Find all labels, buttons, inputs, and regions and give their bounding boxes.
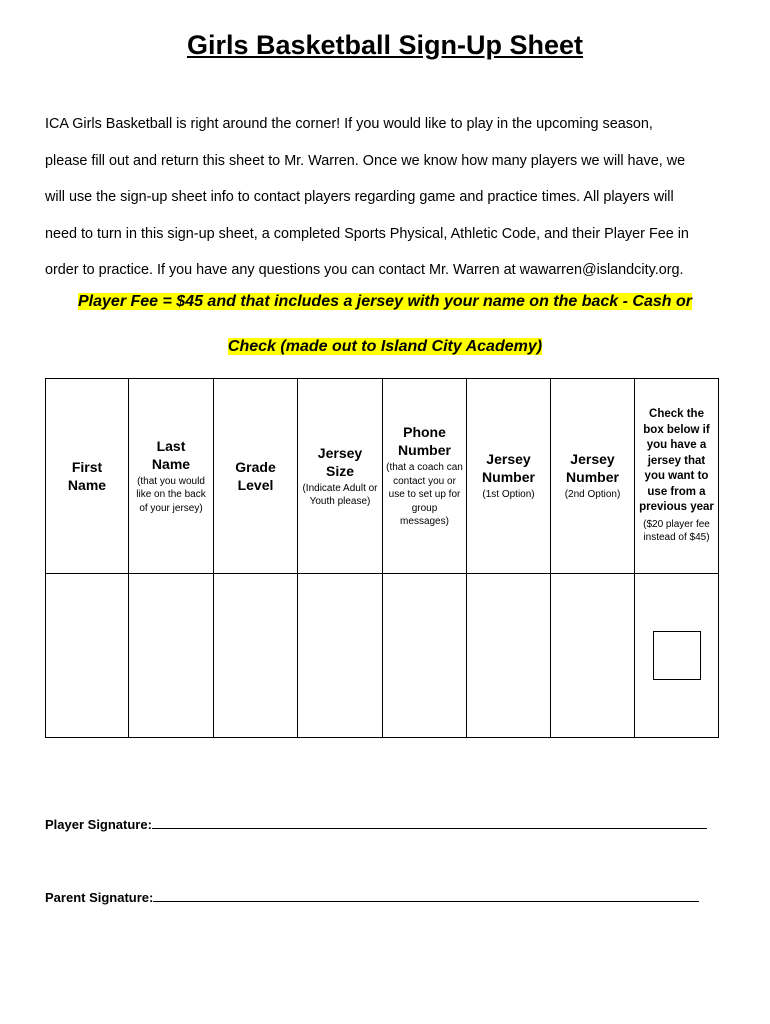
first-name-cell[interactable] <box>46 574 129 738</box>
column-header-jersey-size <box>298 379 383 574</box>
intro-paragraph <box>45 106 735 289</box>
column-header-grade-level <box>214 379 298 574</box>
parent-signature-row <box>45 888 699 905</box>
intro-line: need to turn in this sign-up sheet, a completed Sports Physical, Athletic Code, and their Player Fee in <box>45 225 689 242</box>
column-note: ($20 player fee instead of $45) <box>643 518 710 544</box>
grade-level-cell[interactable] <box>214 574 298 738</box>
page-title: Girls Basketball Sign-Up Sheet <box>186 30 584 60</box>
column-header-jersey-number-2 <box>551 379 635 574</box>
table-header-row <box>46 379 719 574</box>
phone-number-cell[interactable] <box>383 574 467 738</box>
player-signature-line[interactable] <box>152 815 707 829</box>
column-note: (2nd Option) <box>564 489 621 501</box>
parent-signature-label: Parent Signature: <box>45 890 154 905</box>
column-label: Check the box below if you have a jersey that you want to use from a previous year <box>639 408 714 514</box>
column-note: (Indicate Adult or Youth please) <box>302 482 378 507</box>
column-label: Grade Level <box>235 459 276 493</box>
player-signature-label: Player Signature: <box>45 817 152 832</box>
intro-line: ICA Girls Basketball is right around the corner! If you would like to play in the upcoming season, <box>45 116 653 132</box>
previous-jersey-cell <box>635 574 719 738</box>
column-header-phone-number <box>383 379 467 574</box>
jersey-number-1-cell[interactable] <box>467 574 551 738</box>
previous-jersey-checkbox[interactable] <box>653 631 701 680</box>
intro-line: order to practice. If you have any questions you can contact Mr. Warren at wawarren@islandcity.org. <box>45 262 684 279</box>
table-row <box>46 574 719 738</box>
column-label: Jersey Number <box>566 451 619 486</box>
column-note: (that a coach can contact you or use to set up for group messages) <box>386 462 463 528</box>
column-header-jersey-number-1 <box>467 379 551 574</box>
column-label: Last Name <box>151 437 191 472</box>
column-label: Jersey Number <box>482 451 535 486</box>
column-header-previous-jersey <box>635 379 719 574</box>
jersey-size-cell[interactable] <box>298 574 383 738</box>
fee-notice-text: Player Fee = $45 and that includes a jersey with your name on the back - Cash or <box>78 293 692 310</box>
fee-notice-line-1 <box>0 293 770 311</box>
fee-notice-text: Check (made out to Island City Academy) <box>227 338 543 355</box>
column-note: (that you would like on the back of your jersey) <box>136 475 206 514</box>
column-note: (1st Option) <box>482 489 535 501</box>
column-header-first-name <box>46 379 129 574</box>
last-name-cell[interactable] <box>129 574 214 738</box>
intro-line: please fill out and return this sheet to Mr. Warren. Once we know how many players we will have, we <box>45 152 686 169</box>
signup-table <box>45 378 719 738</box>
intro-line: will use the sign-up sheet info to contact players regarding game and practice times. All players will <box>45 189 674 206</box>
column-label: First Name <box>67 459 107 493</box>
parent-signature-line[interactable] <box>153 888 699 902</box>
column-label: Phone Number <box>398 424 451 459</box>
fee-notice-line-2 <box>0 338 770 356</box>
column-header-last-name <box>129 379 214 574</box>
jersey-number-2-cell[interactable] <box>551 574 635 738</box>
column-label: Jersey Size <box>317 444 363 479</box>
player-signature-row <box>45 815 707 832</box>
